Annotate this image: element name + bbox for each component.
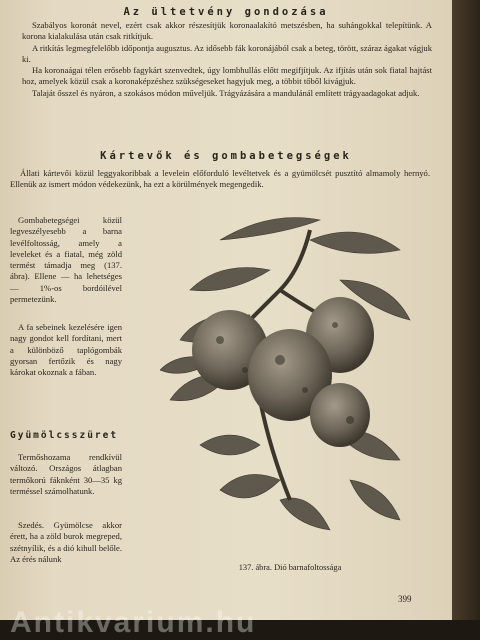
yield-text: Termőshozama rendkívül változó. Országos átlagban termőkorú fáknként 30—35 kg terméssel számolhatunk. [10,452,122,496]
fungus-text: Gombabetegségei közül legveszélyesebb a barna levélfoltosság, amely a leveleket és a fiatal, még zöld termést támadja meg (137. ábra). Ellene — ha lehetséges — 1%-os bordóilével permetezünk. [10,215,122,305]
figure-caption: 137. ábra. Dió barnafoltossága [238,563,342,572]
picking-text: Szedés. Gyümölcse akkor érett, ha a zöld burok megreped, szétnyílik, és a dió kihull belőle. Az érés nálunk [10,520,122,564]
section-heading-care: Az ültetvény gondozása [123,6,329,18]
care-paragraph: A ritkítás legmegfelelőbb időpontja augusztus. Az idősebb fák koronájából csak a beteg, törött, száraz ágakat vágjuk ki. [22,42,432,64]
wound-paragraph [10,322,122,378]
book-spine [452,0,480,640]
watermark: Antikvarium.hu [10,606,257,639]
section-heading-pests: Kártevők és gombabetegségek [100,150,352,162]
yield-paragraph [10,452,122,497]
care-paragraph: Ha koronaágai télen erősebb fagykárt szenvedtek, úgy lombhullás előtt megifjítjuk. Az ifjítás után sok fiatal hajtást hoz, amelyek közül csak a koronaképzéshez szükségeseket hagyjuk meg, a többit tőből kivágjuk. [22,65,432,87]
picking-paragraph [10,520,122,565]
pests-text: Állati kártevői közül leggyakoribbak a levelein előforduló levéltetvek és a gyümölcsét pusztító almamoly hernyó. Ellenük az ismert módon védekezünk, ha ezt a körülmények megengedik. [10,168,430,190]
care-paragraphs [22,20,432,99]
care-paragraph: Talaját ősszel és nyáron, a szokásos módon műveljük. Trágyázására a mandulánál említett trágyaadagokat adjuk. [32,87,420,98]
walnut-fruit [310,383,370,447]
care-paragraph: Szabályos koronát nevel, ezért csak akkor részesítjük koronaalakító metszésben, ha suhángokkal telepítünk. A korona kialakulása után csak ritkítjuk. [22,20,432,42]
fungus-paragraph [10,215,122,305]
page-number: 399 [398,594,412,604]
section-heading-harvest: Gyümölcsszüret [10,430,119,441]
wound-text: A fa sebeinek kezelésére igen nagy gondot kell fordítani, mert a különböző taplógombák gyorsan fertőzik és nagy károkat okoznak a fában. [10,322,122,378]
walnut-branch-illustration [160,200,420,550]
pests-paragraph [10,168,430,191]
